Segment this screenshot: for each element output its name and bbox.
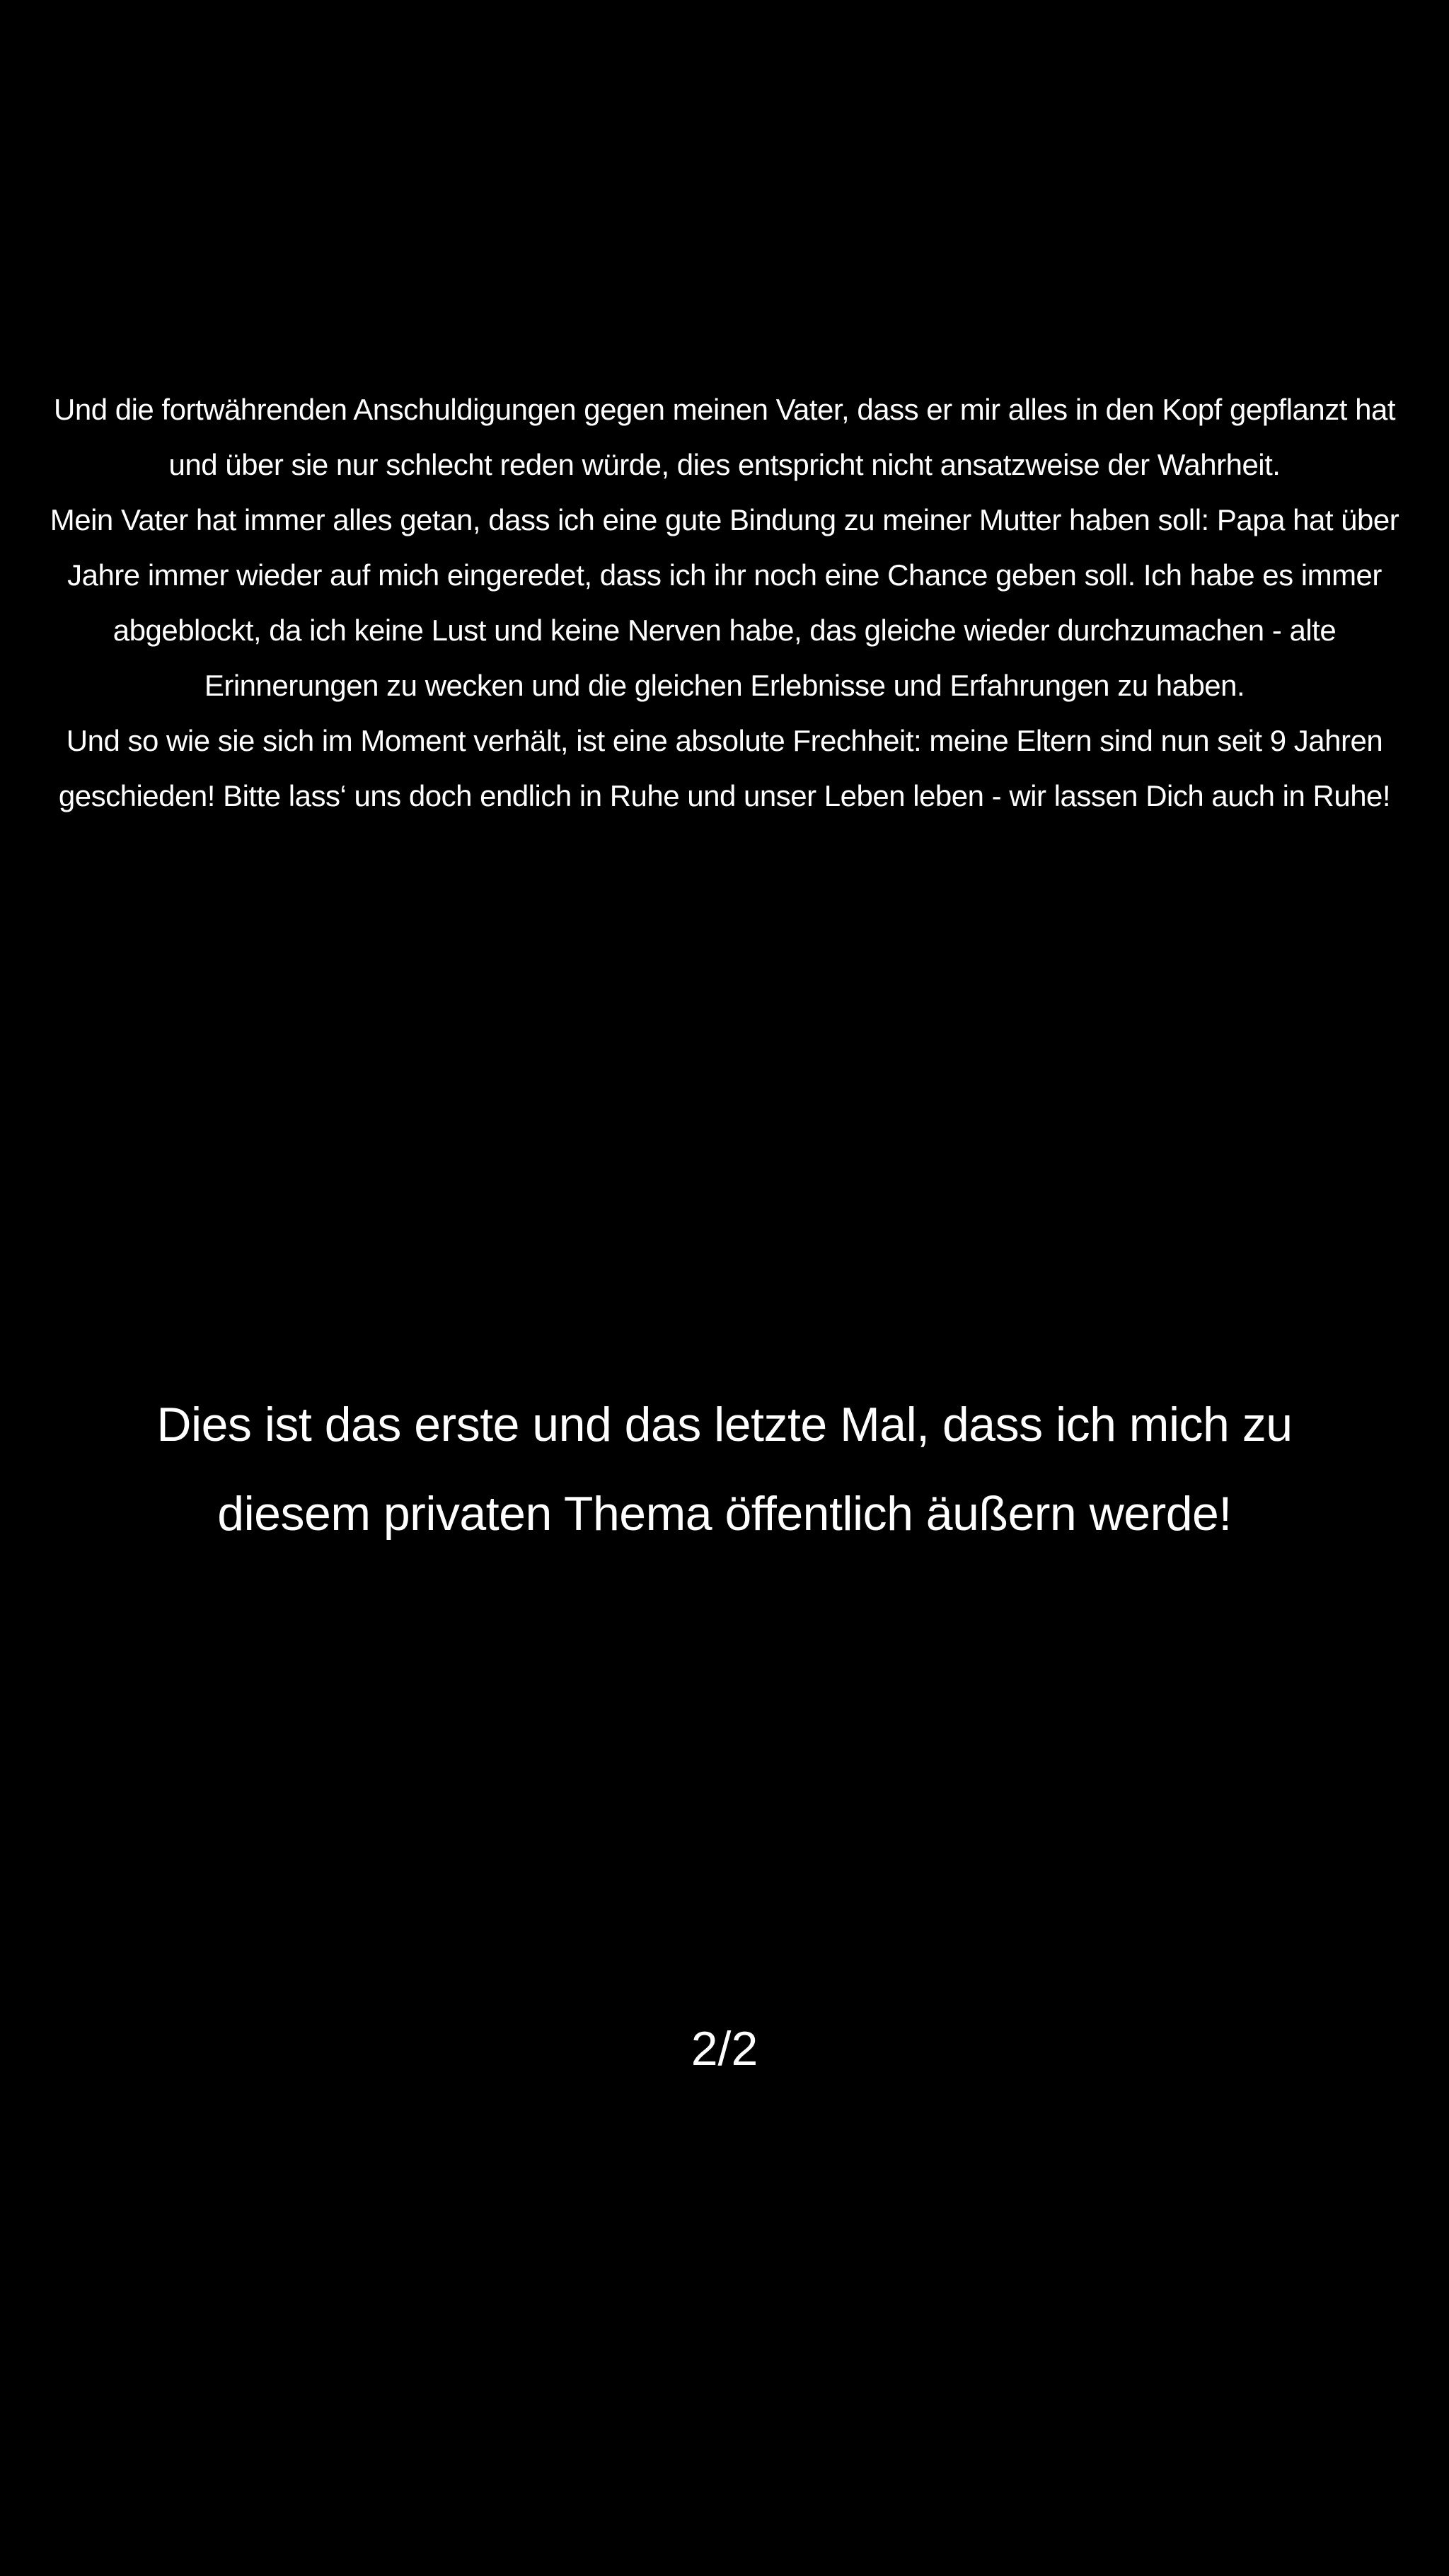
paragraph-father: Mein Vater hat immer alles getan, dass ich eine gute Bindung zu meiner Mutter haben soll: Papa hat über Jahre immer wieder auf mich eingeredet, dass ich ihr noch eine Chance geben soll. Ich habe es immer abgeblockt, da ich keine Lust und keine Nerven habe, das gleiche wieder durchzumachen - alte Erinnerungen zu wecken und die gleichen Erlebnisse und Erfahrungen zu haben. <box>50 503 1399 702</box>
closing-statement: Dies ist das erste und das letzte Mal, dass ich mich zu diesem privaten Thema öffentlich äußern werde! <box>156 1398 1293 1541</box>
paragraph-divorce: Und so wie sie sich im Moment verhält, ist eine absolute Frechheit: meine Eltern sind nun seit 9 Jahren geschieden! Bitte lass‘ uns doch endlich in Ruhe und unser Leben leben - wir lassen Dich auch in Ruhe! <box>58 724 1391 812</box>
page-counter: 2/2 <box>691 2022 758 2076</box>
statement-paragraphs <box>28 382 1421 824</box>
paragraph-allegations: Und die fortwährenden Anschuldigungen gegen meinen Vater, dass er mir alles in den Kopf gepflanzt hat und über sie nur schlecht reden würde, dies entspricht nicht ansatzweise der Wahrheit. <box>54 393 1395 481</box>
